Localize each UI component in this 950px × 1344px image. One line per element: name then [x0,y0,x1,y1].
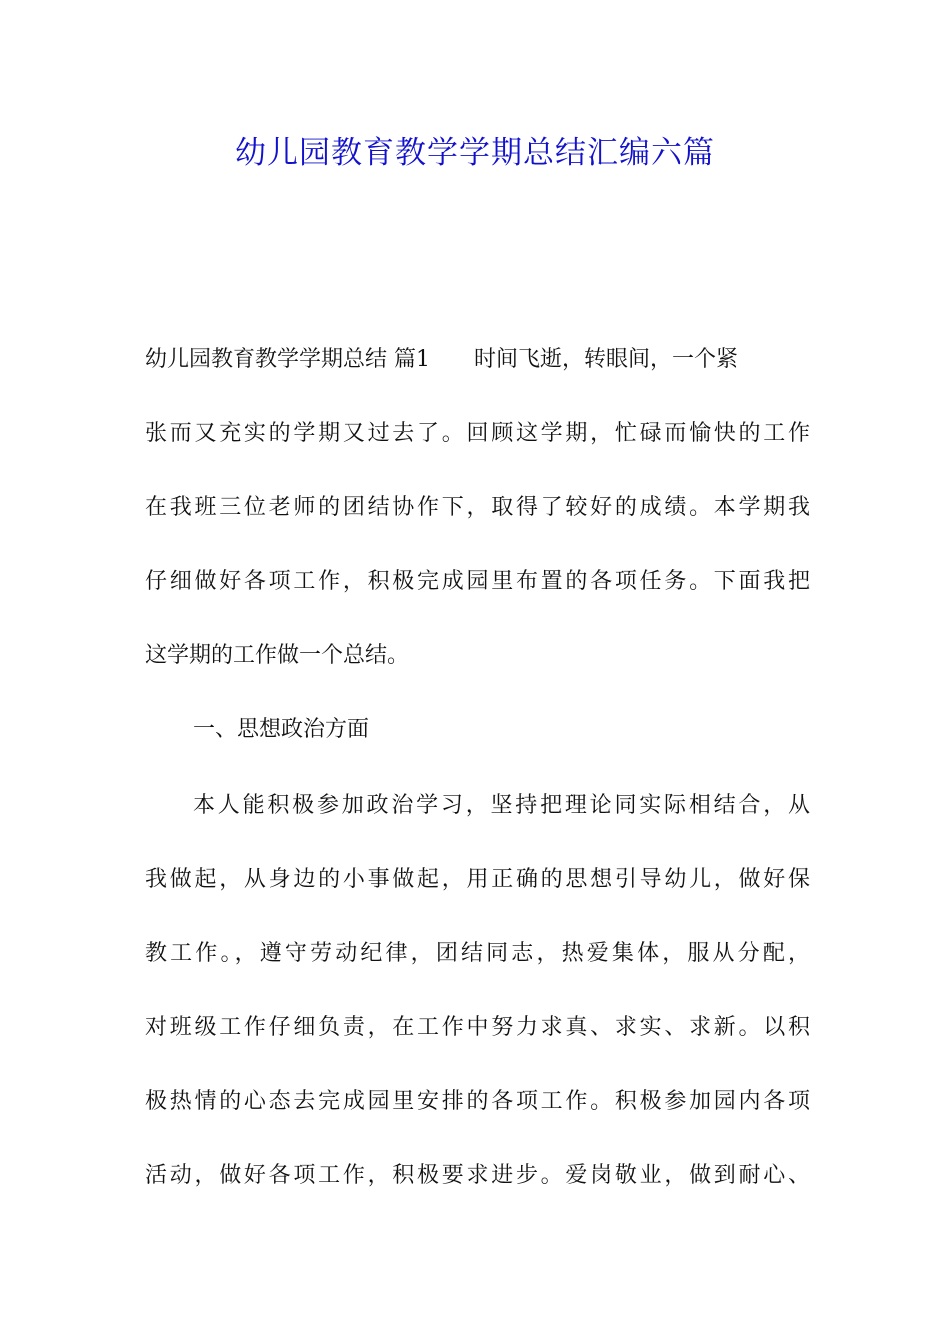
paragraph-line: 活动，做好各项工作，积极要求进步。爱岗敬业，做到耐心、 [145,1163,810,1188]
paragraph-line: 这学期的工作做一个总结。 [145,643,410,668]
section-heading: 幼儿园教育教学学期总结 篇1 [145,347,430,372]
paragraph-line: 仔细做好各项工作，积极完成园里布置的各项任务。下面我把 [145,569,810,594]
section-heading: 一、思想政治方面 [193,717,370,742]
paragraph-text: 时间飞逝，转眼间，一个紧 [474,347,739,372]
paragraph-line: 我做起，从身边的小事做起，用正确的思想引导幼儿，做好保 [145,867,810,892]
document-title: 幼儿园教育教学学期总结汇编六篇 [235,135,715,171]
paragraph-line [145,340,810,380]
paragraph-line: 张而又充实的学期又过去了。回顾这学期，忙碌而愉快的工作 [145,421,810,446]
paragraph-line: 在我班三位老师的团结协作下，取得了较好的成绩。本学期我 [145,495,810,520]
paragraph-line: 极热情的心态去完成园里安排的各项工作。积极参加园内各项 [145,1089,810,1114]
paragraph-line: 教工作。，遵守劳动纪律，团结同志，热爱集体，服从分配， [145,941,810,966]
paragraph-line: 对班级工作仔细负责，在工作中努力求真、求实、求新。以积 [145,1015,810,1040]
paragraph-line: 本人能积极参加政治学习，坚持把理论同实际相结合，从 [193,793,810,818]
